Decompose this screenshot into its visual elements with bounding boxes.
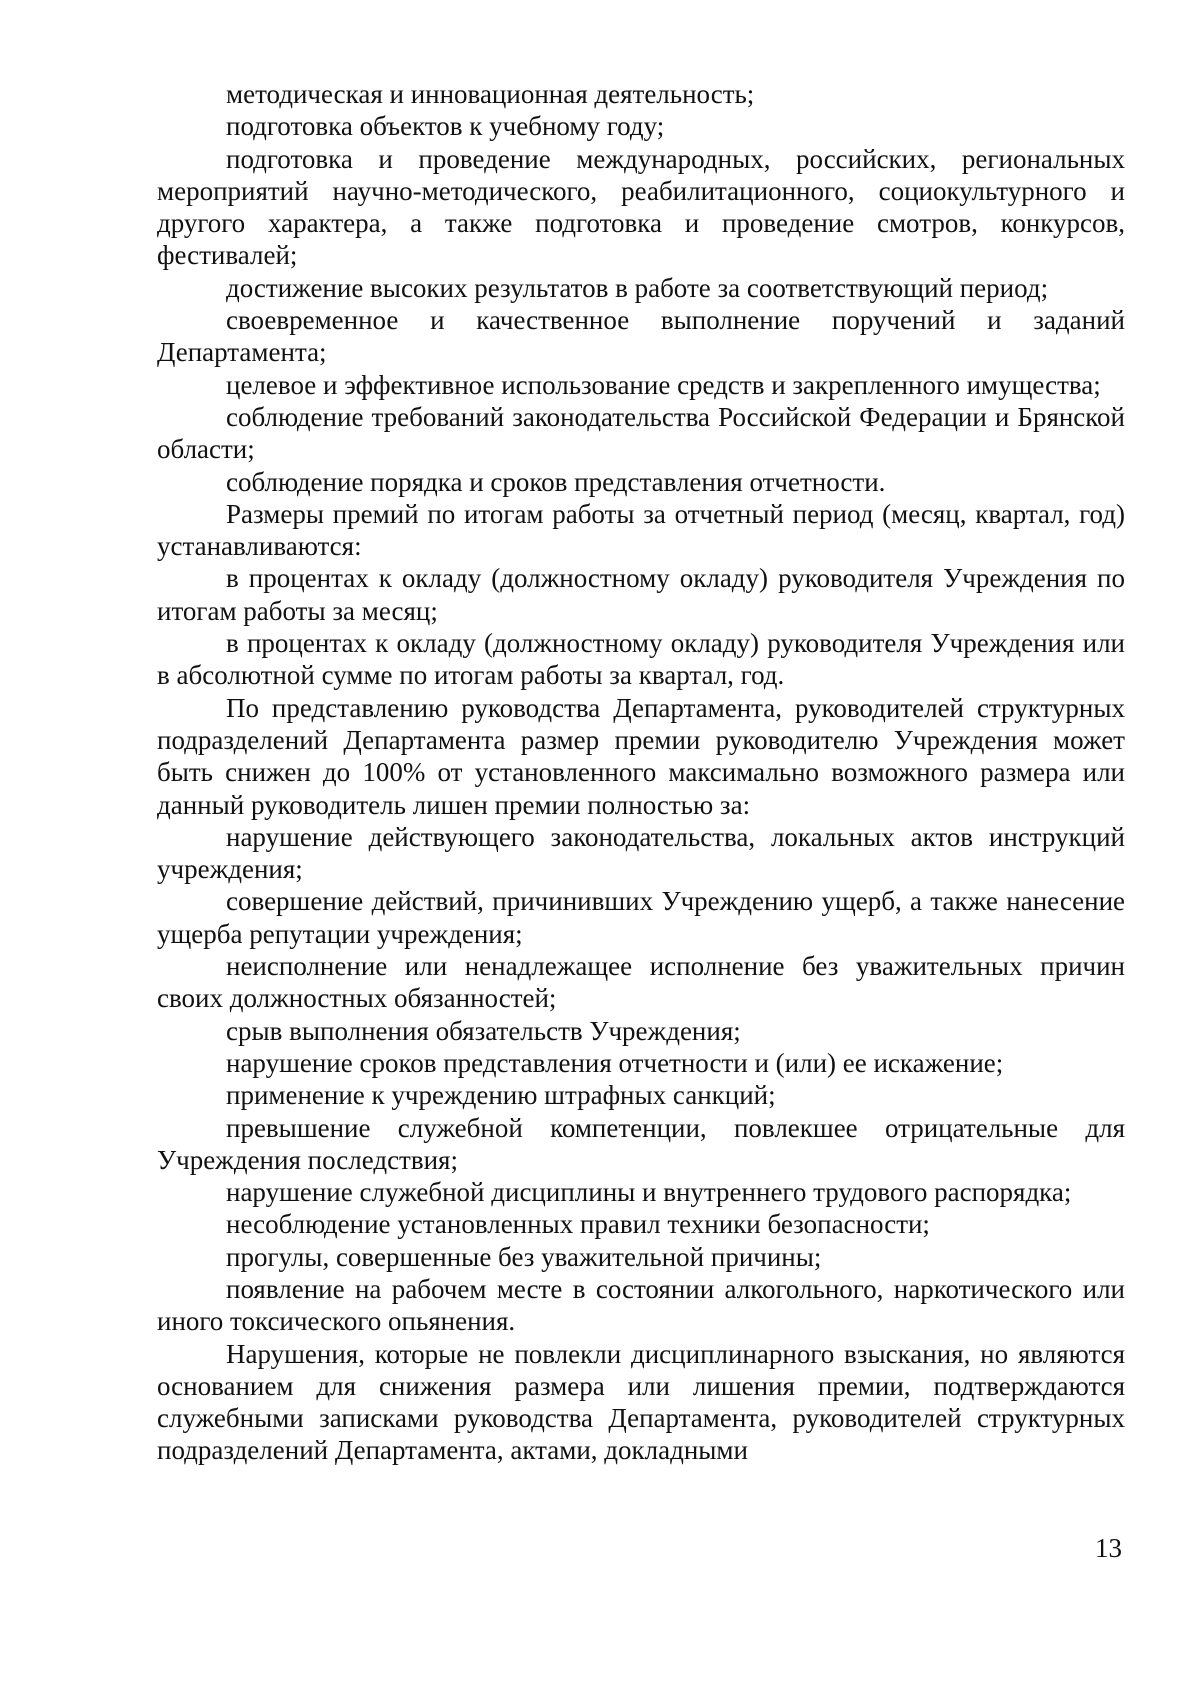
paragraph: соблюдение требований законодательства Российской Федерации и Брянской области; <box>157 401 1125 465</box>
paragraph: применение к учреждению штрафных санкций; <box>226 1080 776 1111</box>
paragraph: неисполнение или ненадлежащее исполнение без уважительных причин своих должностных обязанностей; <box>157 951 1125 1014</box>
paragraph: нарушение действующего законодательства, локальных актов инструкций учреждения; <box>157 821 1125 885</box>
paragraph: превышение служебной компетенции, повлекшее отрицательные для Учреждения последствия; <box>157 1112 1125 1175</box>
paragraph: срыв выполнения обязательств Учреждения; <box>226 1015 741 1046</box>
paragraph: в процентах к окладу (должностному окладу) руководителя Учреждения или в абсолютной сумме по итогам работы за квартал, год. <box>157 628 1125 691</box>
paragraph: целевое и эффективное использование средств и закрепленного имущества; <box>226 369 1101 400</box>
paragraph: нарушение служебной дисциплины и внутреннего трудового распорядка; <box>226 1177 1072 1208</box>
paragraph: появление на рабочем месте в состоянии алкогольного, наркотического или иного токсического опьянения. <box>157 1273 1125 1337</box>
page-number: 13 <box>1095 1533 1122 1563</box>
paragraph: методическая и инновационная деятельность; <box>226 79 755 109</box>
paragraph: в процентах к окладу (должностному окладу) руководителя Учреждения по итогам работы за месяц; <box>157 563 1125 626</box>
body-text <box>157 78 1125 1467</box>
paragraph: несоблюдение установленных правил техники безопасности; <box>226 1209 930 1240</box>
paragraph: подготовка и проведение международных, российских, региональных мероприятий научно-методического, реабилитационного, социокультурного и другого характера, а также подготовка и проведение смотров, конкурсов, фестивалей; <box>157 143 1125 271</box>
paragraph: достижение высоких результатов в работе за соответствующий период; <box>226 272 1049 303</box>
paragraph: По представлению руководства Департамента, руководителей структурных подразделений Департамента размер премии руководителю Учреждения может быть снижен до 100% от установленного максимально возможного размера или данный руководитель лишен премии полностью за: <box>157 692 1125 820</box>
paragraph: подготовка объектов к учебному году; <box>226 111 665 142</box>
paragraph: Нарушения, которые не повлекли дисциплинарного взыскания, но являются основанием для снижения размера или лишения премии, подтверждаются служебными записками руководства Департамента, руководителей структурных подразделений Департамента, актами, докладными <box>157 1338 1125 1466</box>
paragraph: Размеры премий по итогам работы за отчетный период (месяц, квартал, год) устанавливаются: <box>157 498 1125 562</box>
paragraph: прогулы, совершенные без уважительной причины; <box>226 1241 822 1272</box>
paragraph: совершение действий, причинивших Учреждению ущерб, а также нанесение ущерба репутации учреждения; <box>157 886 1125 949</box>
paragraph: нарушение сроков представления отчетности и (или) ее искажение; <box>226 1047 1004 1078</box>
paragraph: своевременное и качественное выполнение поручений и заданий Департамента; <box>157 305 1125 368</box>
paragraph: соблюдение порядка и сроков представления отчетности. <box>226 466 886 497</box>
